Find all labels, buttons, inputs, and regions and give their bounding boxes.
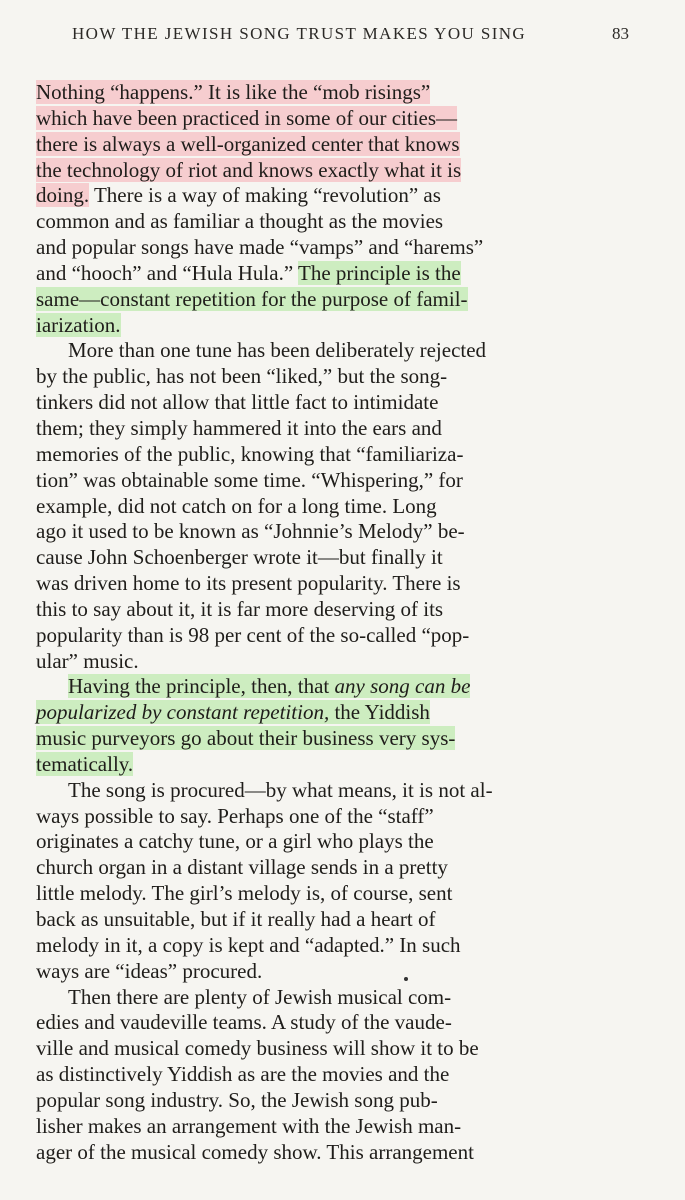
text-segment: The song is procured—by what means, it is not al-: [68, 777, 493, 802]
highlighted-text: the Yiddish: [329, 700, 430, 725]
text-segment: edies and vaudeville teams. A study of the vaude-: [36, 1010, 452, 1035]
text-line: [36, 545, 632, 571]
highlighted-text: Having the principle, then, that: [68, 674, 335, 699]
text-line: [36, 752, 632, 778]
text-segment: popular song industry. So, the Jewish song pub-: [36, 1087, 438, 1112]
text-segment: and popular songs have made “vamps” and “harems”: [36, 235, 484, 260]
text-segment: There is a way of making “revolution” as: [89, 183, 441, 208]
text-line: [36, 364, 632, 390]
text-segment: More than one tune has been deliberately rejected: [68, 338, 487, 363]
page-number: 83: [612, 24, 629, 43]
paragraph: [36, 80, 632, 338]
text-segment: ville and musical comedy business will show it to be: [36, 1036, 479, 1061]
highlighted-text: tematically.: [36, 751, 134, 776]
text-line: [36, 829, 632, 855]
text-segment: example, did not catch on for a long time. Long: [36, 493, 437, 518]
text-segment: memories of the public, knowing that “familiariza-: [36, 441, 464, 466]
paragraph: [36, 778, 632, 985]
highlighted-text: same—constant repetition for the purpose of famil-: [36, 286, 468, 311]
highlighted-text: which have been practiced in some of our cities—: [36, 105, 458, 130]
running-header: [0, 22, 685, 50]
text-line: [36, 132, 632, 158]
text-segment: Then there are plenty of Jewish musical com-: [68, 984, 452, 1009]
text-line: [36, 907, 632, 933]
text-line: [36, 855, 632, 881]
text-line: [36, 1140, 632, 1166]
text-line: [36, 183, 632, 209]
text-line: [36, 959, 632, 985]
text-segment: popularity than is 98 per cent of the so-called “pop-: [36, 622, 470, 647]
highlighted-text: Nothing “happens.” It is like the “mob risings”: [36, 80, 431, 104]
text-segment: originates a catchy tune, or a girl who plays the: [36, 829, 434, 854]
text-line: [36, 209, 632, 235]
text-line: [36, 623, 632, 649]
text-segment: ager of the musical comedy show. This arrangement: [36, 1139, 474, 1164]
text-line: [36, 338, 632, 364]
text-line: [36, 106, 632, 132]
text-line: [36, 158, 632, 184]
text-line: [36, 1010, 632, 1036]
text-segment: cause John Schoenberger wrote it—but finally it: [36, 545, 443, 570]
text-line: [36, 416, 632, 442]
text-line: [36, 80, 632, 106]
highlighted-text: music purveyors go about their business very sys-: [36, 726, 456, 751]
text-segment: ago it used to be known as “Johnnie’s Melody” be-: [36, 519, 465, 544]
highlighted-text: doing.: [36, 183, 90, 208]
paragraph: [36, 985, 632, 1166]
text-segment: ular” music.: [36, 648, 139, 673]
text-segment: melody in it, a copy is kept and “adapted.” In such: [36, 932, 461, 957]
text-line: [36, 881, 632, 907]
text-segment: as distinctively Yiddish as are the movies and the: [36, 1062, 450, 1087]
text-line: [36, 700, 632, 726]
text-line: [36, 1036, 632, 1062]
text-segment: tion” was obtainable some time. “Whispering,” for: [36, 467, 463, 492]
text-segment: and “hooch” and “Hula Hula.”: [36, 260, 299, 285]
text-line: [36, 1062, 632, 1088]
text-line: [36, 674, 632, 700]
text-segment: lisher makes an arrangement with the Jewish man-: [36, 1113, 462, 1138]
text-line: [36, 390, 632, 416]
highlighted-text: the technology of riot and knows exactly what it is: [36, 157, 462, 182]
text-line: [36, 933, 632, 959]
stray-ink-mark: [404, 977, 408, 981]
highlighted-text: any song can be: [334, 674, 471, 699]
text-line: [36, 649, 632, 675]
text-segment: by the public, has not been “liked,” but the song-: [36, 364, 448, 389]
text-segment: them; they simply hammered it into the ears and: [36, 415, 442, 440]
body-text: [36, 80, 632, 1165]
highlighted-text: iarization.: [36, 312, 121, 337]
text-line: [36, 519, 632, 545]
text-segment: church organ in a distant village sends in a pretty: [36, 855, 448, 880]
text-segment: tinkers did not allow that little fact to intimidate: [36, 390, 439, 415]
text-line: [36, 778, 632, 804]
text-line: [36, 442, 632, 468]
text-segment: ways are “ideas” procured.: [36, 958, 263, 983]
text-line: [36, 571, 632, 597]
text-line: [36, 985, 632, 1011]
text-line: [36, 726, 632, 752]
text-segment: ways possible to say. Perhaps one of the “staff”: [36, 803, 434, 828]
text-line: [36, 804, 632, 830]
paragraph: [36, 338, 632, 674]
text-line: [36, 1088, 632, 1114]
running-head-title: HOW THE JEWISH SONG TRUST MAKES YOU SING: [72, 24, 527, 43]
text-segment: common and as familiar a thought as the movies: [36, 209, 444, 234]
text-segment: back as unsuitable, but if it really had a heart of: [36, 907, 436, 931]
highlighted-text: there is always a well-organized center that knows: [36, 131, 460, 156]
text-line: [36, 597, 632, 623]
paragraph: [36, 674, 632, 777]
text-line: [36, 494, 632, 520]
text-line: [36, 1114, 632, 1140]
text-segment: little melody. The girl’s melody is, of course, sent: [36, 881, 453, 906]
text-segment: this to say about it, it is far more deserving of its: [36, 596, 444, 621]
text-line: [36, 313, 632, 339]
highlighted-text: The principle is the: [298, 260, 461, 285]
text-segment: was driven home to its present popularity. There is: [36, 571, 461, 596]
text-line: [36, 287, 632, 313]
text-line: [36, 468, 632, 494]
text-line: [36, 261, 632, 287]
highlighted-text: popularized by constant repetition,: [36, 700, 330, 725]
text-line: [36, 235, 632, 261]
